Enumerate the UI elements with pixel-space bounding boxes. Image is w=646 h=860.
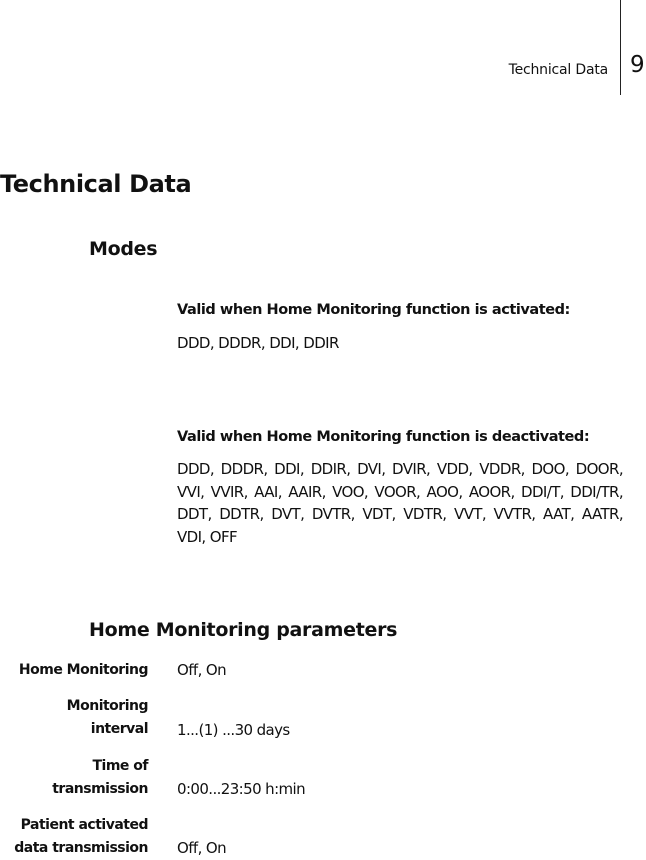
param-label-line1: Monitoring [66, 698, 148, 714]
modes-heading: Modes [89, 238, 158, 260]
param-label-monitoring-interval [0, 695, 148, 741]
param-value-monitoring-interval: 1...(1) ...30 days [177, 721, 290, 739]
param-value-home-monitoring: Off, On [177, 661, 227, 679]
param-label-line2: transmission [52, 781, 148, 797]
deactivated-modes-label: Valid when Home Monitoring function is deactivated: [177, 429, 590, 445]
deactivated-modes-list: DDD, DDDR, DDI, DDIR, DVI, DVIR, VDD, VDDR, DOO, DOOR, VVI, VVIR, AAI, AAIR, VOO, VOOR, AOO, AOOR, DDI/T, DDI/TR, DDT, DDTR, DVT, DVTR, VDT, VDTR, VVT, VVTR, AAT, AATR, VDI, OFF [177, 460, 623, 546]
param-label-line1: Time of [92, 758, 148, 774]
param-value-patient-activated-data-transmission: Off, On [177, 839, 227, 857]
param-label-home-monitoring [0, 659, 148, 682]
param-label-line2: interval [90, 721, 148, 737]
running-header-title: Technical Data [508, 62, 608, 78]
param-label-line2: data transmission [14, 840, 148, 856]
header-divider [620, 0, 621, 95]
param-label-line1: Patient activated [20, 817, 148, 833]
param-label-time-of-transmission [0, 755, 148, 801]
param-value-time-of-transmission: 0:00...23:50 h:min [177, 780, 306, 798]
page-title: Technical Data [0, 170, 192, 198]
page-number: 9 [630, 52, 645, 78]
activated-modes-label: Valid when Home Monitoring function is activated: [177, 302, 570, 318]
activated-modes-list: DDD, DDDR, DDI, DDIR [177, 334, 339, 352]
home-monitoring-parameters-heading: Home Monitoring parameters [89, 619, 398, 641]
param-label-line1: Home Monitoring [18, 662, 148, 678]
param-label-patient-activated-data-transmission [0, 814, 148, 860]
